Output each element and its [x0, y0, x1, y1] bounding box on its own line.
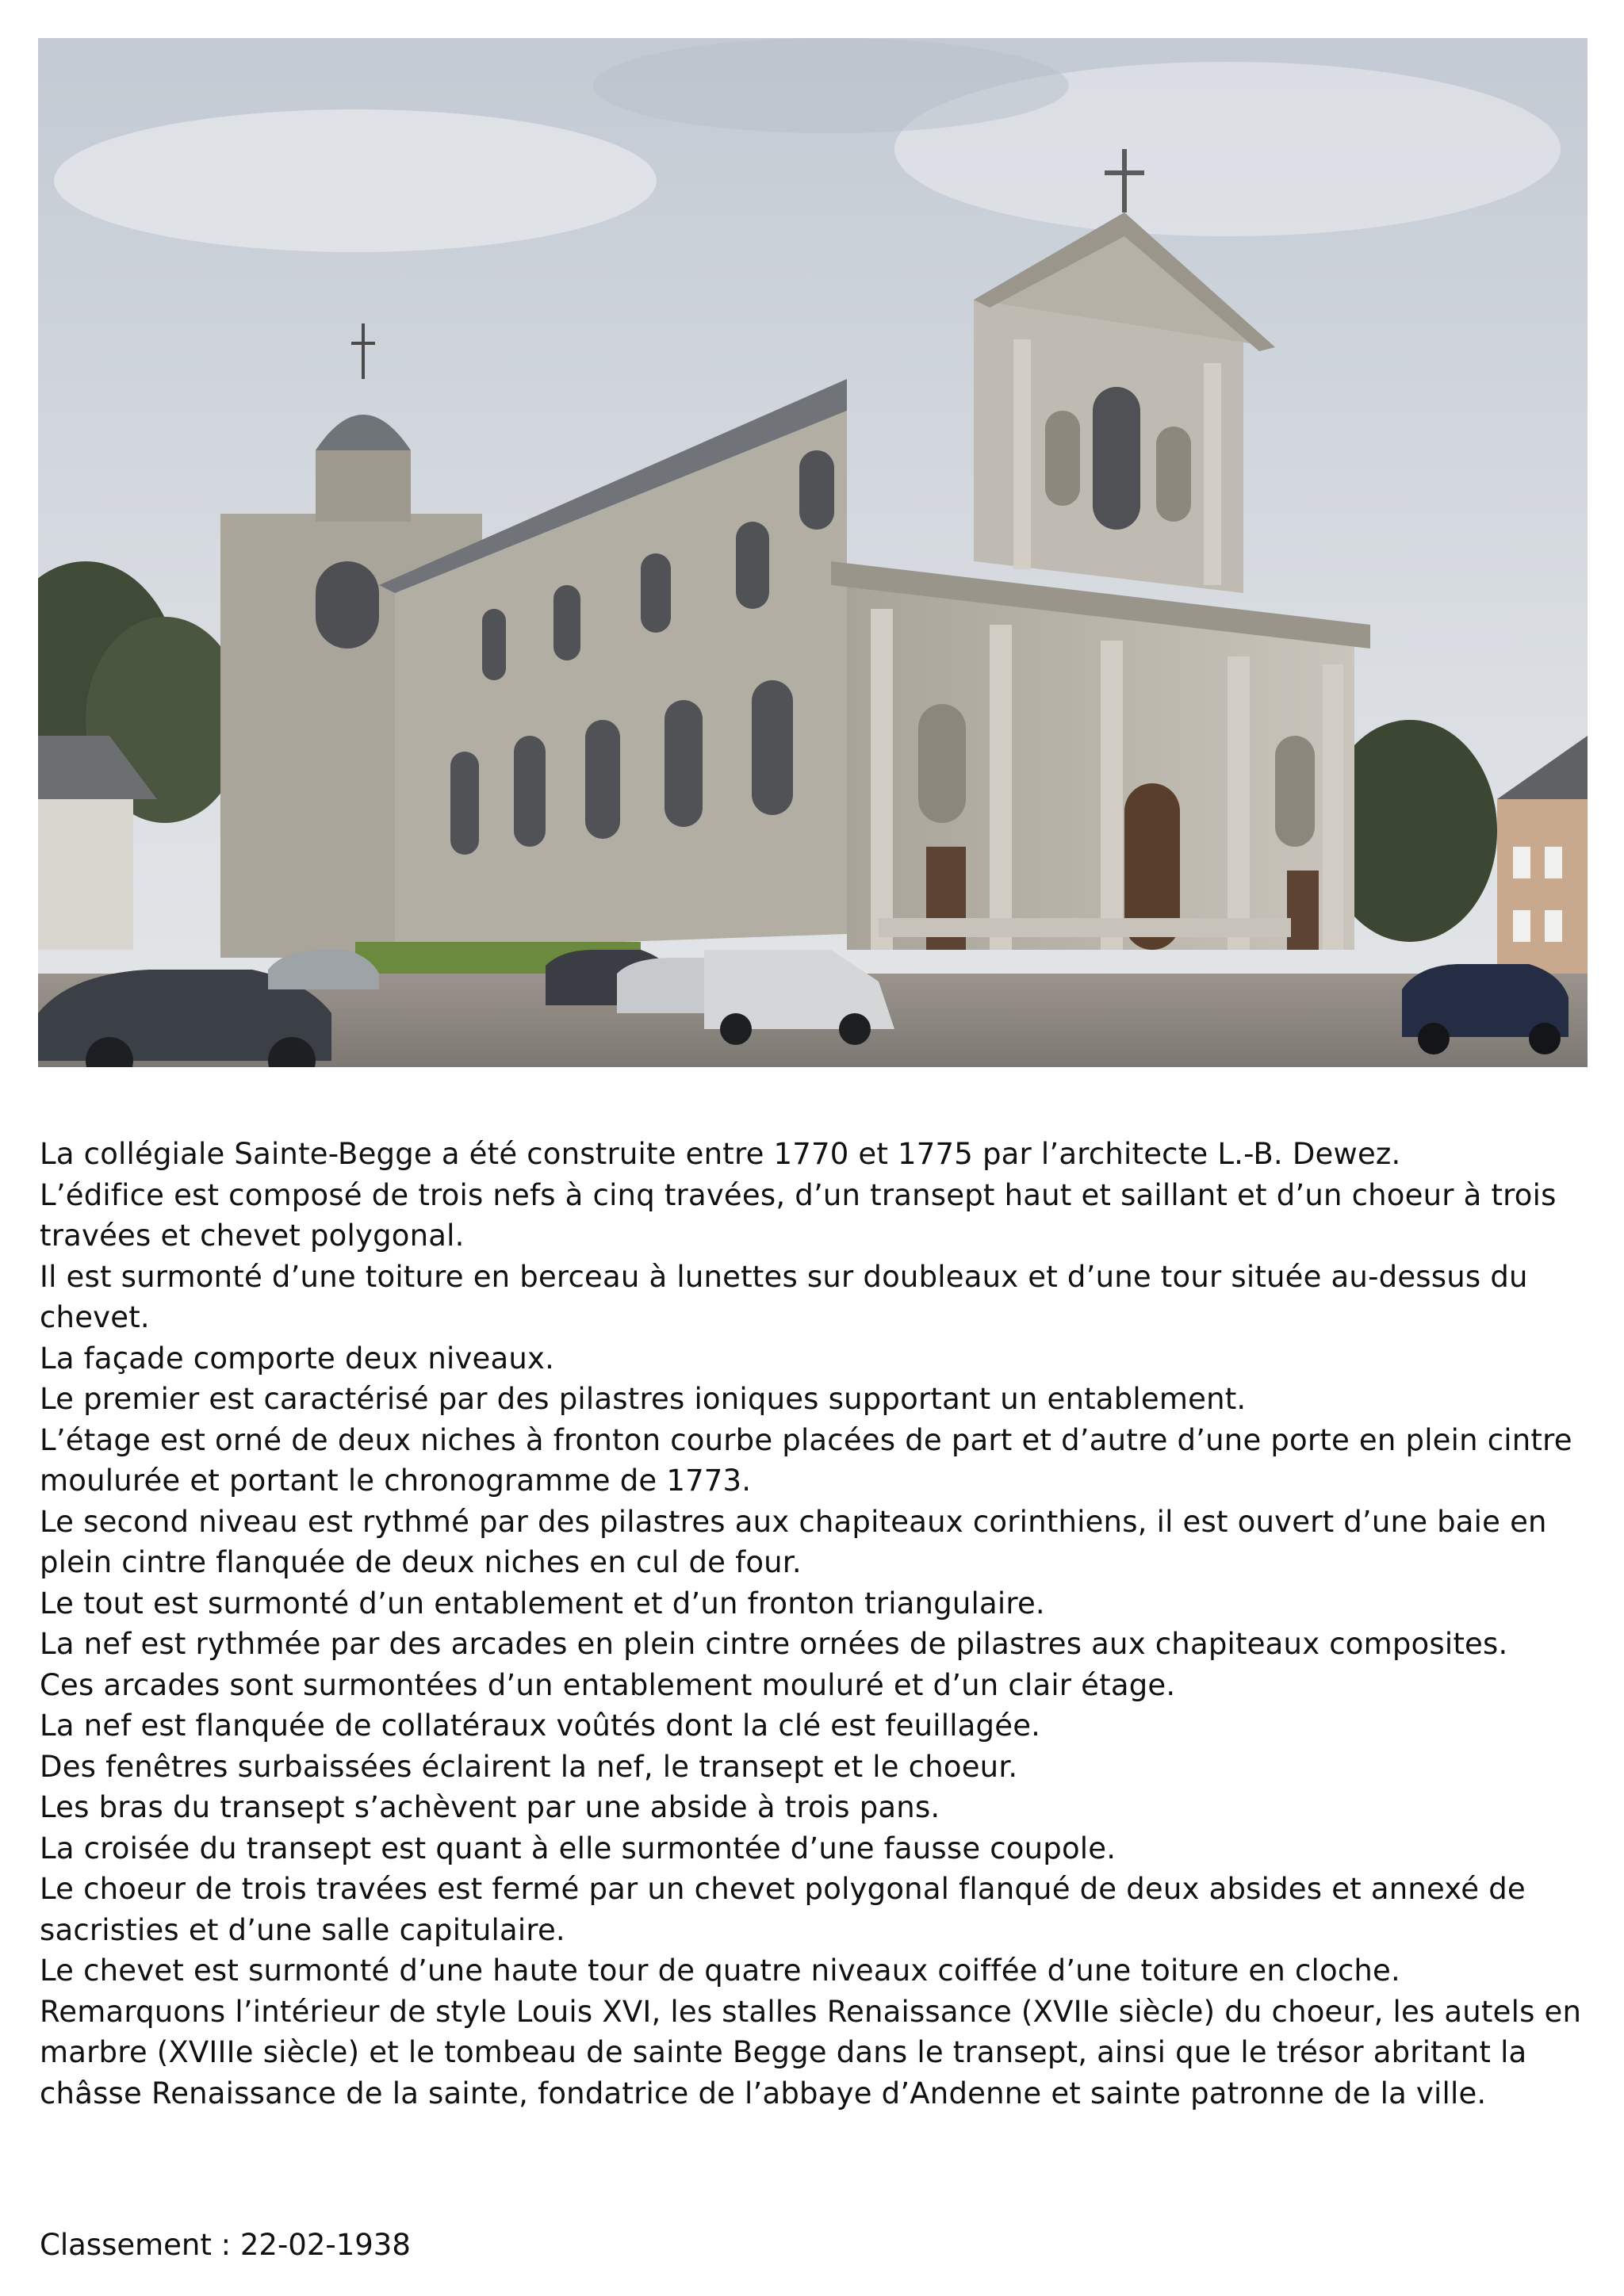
church-photo [38, 38, 1588, 1067]
paragraph: La collégiale Sainte-Begge a été construite entre 1770 et 1775 par l’architecte L.-B. Dewez. [40, 1137, 1401, 1171]
paragraph: Le second niveau est rythmé par des pilastres aux chapiteaux corinthiens, il est ouvert d’une baie en plein cintre flanquée de deux niches en cul de four. [40, 1504, 1547, 1579]
paragraph: L’étage est orné de deux niches à fronton courbe placées de part et d’autre d’une porte en plein cintre moulurée et portant le chronogramme de 1773. [40, 1422, 1572, 1498]
church-photo-illustration [38, 38, 1588, 1067]
description-text [40, 1134, 1586, 2114]
paragraph: Le tout est surmonté d’un entablement et d’un fronton triangulaire. [40, 1586, 1045, 1621]
paragraph: Il est surmonté d’une toiture en berceau à lunettes sur doubleaux et d’une tour située au-dessus du chevet. [40, 1259, 1528, 1334]
paragraph: Les bras du transept s’achèvent par une abside à trois pans. [40, 1790, 940, 1824]
paragraph: Le premier est caractérisé par des pilastres ioniques supportant un entablement. [40, 1382, 1247, 1416]
paragraph: Le choeur de trois travées est fermé par un chevet polygonal flanqué de deux absides et annexé de sacristies et d’une salle capitulaire. [40, 1872, 1526, 1947]
paragraph: La nef est rythmée par des arcades en plein cintre ornées de pilastres aux chapiteaux composites. [40, 1627, 1508, 1661]
paragraph: Ces arcades sont surmontées d’un entablement mouluré et d’un clair étage. [40, 1667, 1176, 1702]
paragraph: L’édifice est composé de trois nefs à cinq travées, d’un transept haut et saillant et d’un choeur à trois travées et chevet polygonal. [40, 1177, 1557, 1253]
paragraph: La nef est flanquée de collatéraux voûtés dont la clé est feuillagée. [40, 1709, 1041, 1743]
paragraph: Le chevet est surmonté d’une haute tour de quatre niveaux coiffée d’une toiture en cloche. [40, 1954, 1400, 1988]
paragraph: La croisée du transept est quant à elle surmontée d’une fausse coupole. [40, 1831, 1116, 1866]
paragraph: La façade comporte deux niveaux. [40, 1341, 555, 1376]
paragraph: Des fenêtres surbaissées éclairent la nef, le transept et le choeur. [40, 1749, 1018, 1784]
classement-date: Classement : 22-02-1938 [40, 2228, 411, 2262]
paragraph: Remarquons l’intérieur de style Louis XVI, les stalles Renaissance (XVIIe siècle) du choeur, les autels en marbre (XVIIIe siècle) et le tombeau de sainte Begge dans le transept, ainsi que le trésor abritant la châsse Renaissance de la sainte, fondatrice de l’abbaye d’Andenne et sainte patronne de la ville. [40, 1994, 1582, 2110]
